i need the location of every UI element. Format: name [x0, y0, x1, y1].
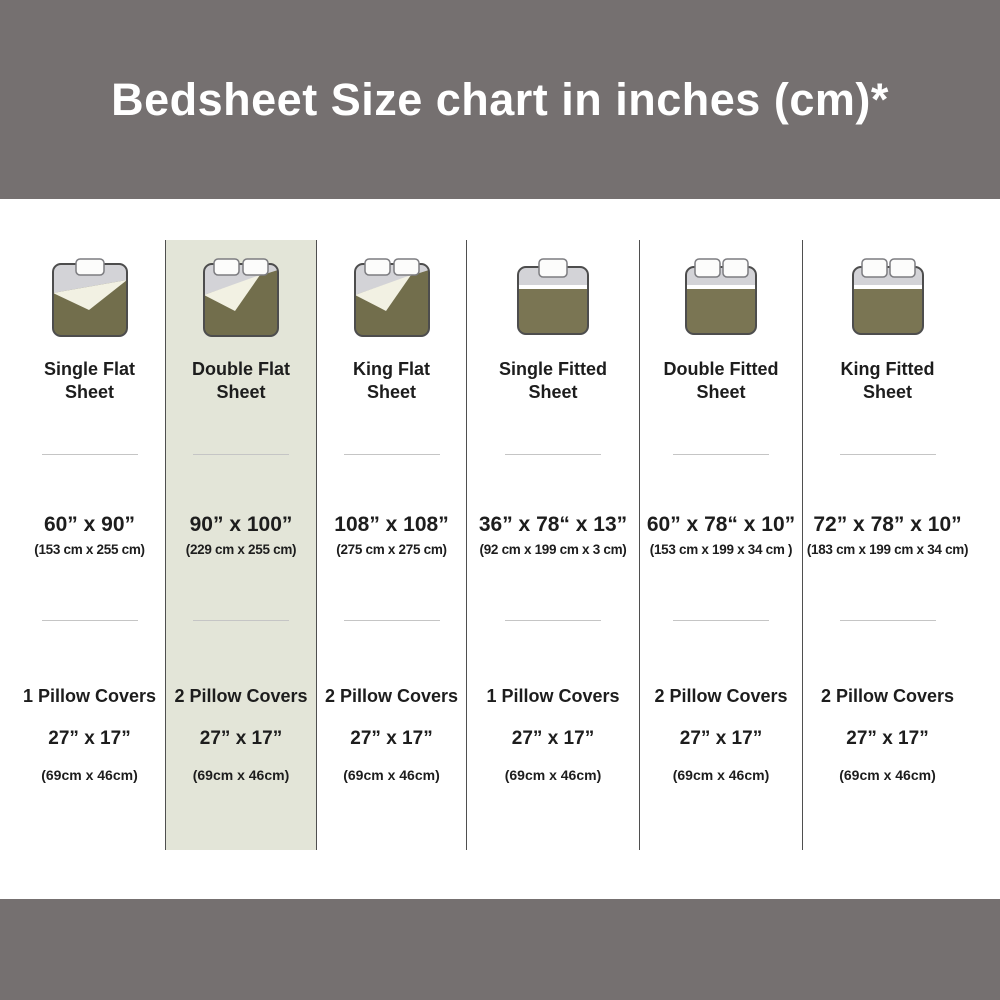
sheet-size-cm: (153 cm x 255 cm): [34, 542, 145, 557]
divider-line: [505, 454, 601, 455]
pillow-size-inches: 27” x 17”: [679, 728, 763, 749]
pillow-covers-count: 2 Pillow Covers: [174, 686, 308, 706]
sheet-size-inches: 60” x 90”: [43, 513, 136, 536]
sheet-size-cm: (275 cm x 275 cm): [336, 542, 447, 557]
divider-line: [344, 620, 440, 621]
column-king-fitted-sheet: [802, 240, 972, 850]
divider-line: [673, 454, 769, 455]
bed-fitted-sheet-double-icon: [684, 256, 758, 336]
divider-line: [505, 620, 601, 621]
bed-fitted-sheet-double-icon: [851, 256, 925, 336]
column-title: Single Flat Sheet: [43, 359, 135, 402]
pillow-covers-count: 1 Pillow Covers: [486, 686, 620, 706]
pillow-size-inches: 27” x 17”: [511, 728, 595, 749]
column-double-flat-sheet: [165, 240, 317, 850]
divider-line: [840, 454, 936, 455]
divider-line: [42, 454, 138, 455]
column-single-fitted-sheet: [466, 240, 639, 850]
pillow-size-cm: (69cm x 46cm): [343, 767, 440, 783]
pillow-size-inches: 27” x 17”: [350, 728, 433, 749]
column-title: King Flat Sheet: [353, 359, 430, 402]
column-king-flat-sheet: [317, 240, 466, 850]
footer-bar: [0, 899, 1000, 1000]
divider-line: [193, 454, 289, 455]
pillow-size-cm: (69cm x 46cm): [41, 767, 138, 783]
divider-line: [193, 620, 289, 621]
sheet-size-inches: 72” x 78” x 10”: [813, 513, 962, 536]
column-single-flat-sheet: [14, 240, 165, 850]
pillow-covers-count: 2 Pillow Covers: [324, 686, 459, 706]
divider-line: [673, 620, 769, 621]
pillow-size-cm: (69cm x 46cm): [672, 767, 770, 783]
sheet-size-cm: (229 cm x 255 cm): [185, 542, 297, 557]
size-chart-columns: [14, 240, 1000, 850]
sheet-size-inches: 60” x 78“ x 10”: [646, 513, 796, 536]
divider-line: [42, 620, 138, 621]
pillow-size-inches: 27” x 17”: [48, 728, 131, 749]
pillow-size-inches: 27” x 17”: [199, 728, 283, 749]
pillow-size-cm: (69cm x 46cm): [504, 767, 602, 783]
sheet-size-cm: (92 cm x 199 cm x 3 cm): [479, 542, 627, 557]
header-bar: [0, 0, 1000, 199]
column-double-fitted-sheet: [639, 240, 802, 850]
pillow-size-cm: (69cm x 46cm): [839, 767, 936, 783]
column-title: Single Fitted Sheet: [499, 359, 607, 402]
bed-flat-sheet-single-icon: [51, 256, 129, 338]
sheet-size-inches: 108” x 108”: [334, 513, 449, 536]
sheet-size-inches: 90” x 100”: [189, 513, 293, 536]
pillow-covers-count: 2 Pillow Covers: [820, 686, 955, 706]
page-title: Bedsheet Size chart in inches (cm)*: [111, 73, 889, 125]
pillow-size-cm: (69cm x 46cm): [192, 767, 290, 783]
sheet-size-cm: (183 cm x 199 cm x 34 cm): [806, 542, 969, 557]
bed-fitted-sheet-single-icon: [516, 256, 590, 336]
column-title: Double Flat Sheet: [192, 359, 290, 402]
divider-line: [840, 620, 936, 621]
sheet-size-cm: (153 cm x 199 x 34 cm ): [649, 542, 793, 557]
sheet-size-inches: 36” x 78“ x 13”: [478, 513, 628, 536]
pillow-covers-count: 2 Pillow Covers: [654, 686, 788, 706]
column-title: Double Fitted Sheet: [663, 359, 779, 402]
bed-flat-sheet-double-icon: [353, 256, 431, 338]
divider-line: [344, 454, 440, 455]
column-title: King Fitted Sheet: [840, 359, 935, 402]
bed-flat-sheet-double-icon: [202, 256, 280, 338]
pillow-covers-count: 1 Pillow Covers: [22, 686, 157, 706]
pillow-size-inches: 27” x 17”: [846, 728, 929, 749]
